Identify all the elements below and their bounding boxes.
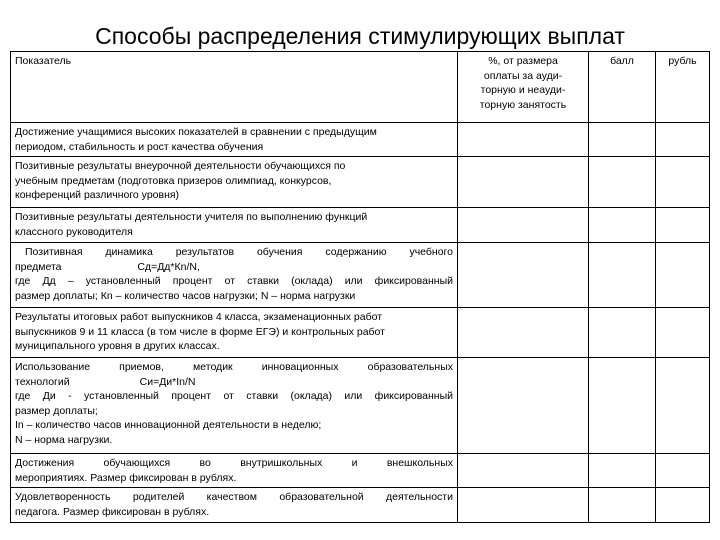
percent-cell[interactable] — [458, 308, 589, 358]
header-indicator — [11, 52, 458, 123]
points-cell[interactable] — [589, 308, 656, 358]
header-percent-line: торную занятость — [479, 98, 567, 111]
percent-cell[interactable] — [458, 208, 589, 243]
rubles-cell[interactable] — [656, 123, 710, 157]
indicator-cell — [11, 308, 458, 358]
indicator-cell — [11, 454, 458, 488]
table-row — [11, 157, 710, 208]
indicator-line: In – количество часов инновационной деятельности в неделю; — [15, 419, 322, 431]
table-row — [11, 208, 710, 243]
indicator-line: Удовлетворенность родителей качеством образовательной деятельности — [15, 491, 453, 503]
header-percent — [458, 52, 589, 123]
rubles-cell[interactable] — [656, 157, 710, 208]
indicator-line: где Дд – установленный процент от ставки (оклада) или фиксированный — [15, 275, 453, 287]
indicator-line: выпускников 9 и 11 класса (в том числе в форме ЕГЭ) и контрольных работ — [15, 325, 385, 338]
rubles-cell[interactable] — [656, 454, 710, 488]
indicator-line: классного руководителя — [15, 225, 133, 238]
table-header-row — [11, 52, 710, 123]
rubles-cell[interactable] — [656, 208, 710, 243]
rubles-cell[interactable] — [656, 358, 710, 454]
header-points — [589, 52, 656, 123]
indicator-line: Позитивная динамика результатов обучения содержанию учебного — [25, 246, 453, 258]
indicator-line: Позитивные результаты внеурочной деятельности обучающихся по — [15, 160, 346, 172]
indicator-cell — [11, 488, 458, 523]
percent-cell[interactable] — [458, 123, 589, 157]
indicator-cell — [11, 358, 458, 454]
table-row — [11, 454, 710, 488]
table-row — [11, 488, 710, 523]
percent-cell[interactable] — [458, 488, 589, 523]
points-cell[interactable] — [589, 157, 656, 208]
points-cell[interactable] — [589, 454, 656, 488]
indicator-line: размер доплаты; — [15, 404, 98, 417]
indicator-cell — [11, 208, 458, 243]
indicator-line: где Ди - установленный процент от ставки (оклада) или фиксированный — [15, 390, 453, 402]
indicator-cell — [11, 123, 458, 157]
indicator-line: Позитивные результаты деятельности учителя по выполнению функций — [15, 211, 368, 223]
table-row — [11, 243, 710, 308]
indicator-line: периодом, стабильность и рост качества обучения — [15, 140, 264, 153]
points-cell[interactable] — [589, 358, 656, 454]
table-row — [11, 308, 710, 358]
page-title: Способы распределения стимулирующих выплат — [95, 23, 625, 49]
table-row — [11, 358, 710, 454]
header-points-label: балл — [610, 55, 634, 67]
rubles-cell[interactable] — [656, 488, 710, 523]
indicator-formula: технологий Си=Ди*In/N — [15, 375, 196, 388]
indicator-line: конференций различного уровня) — [15, 189, 180, 201]
header-percent-line: оплаты за ауди- — [483, 69, 563, 82]
indicator-line: Результаты итоговых работ выпускников 4 класса, экзаменационных работ — [15, 311, 383, 323]
points-cell[interactable] — [589, 488, 656, 523]
indicator-line: Достижение учащимися высоких показателей в сравнении с предыдущим — [15, 126, 377, 138]
indicator-cell — [11, 157, 458, 208]
points-cell[interactable] — [589, 243, 656, 308]
indicator-cell — [11, 243, 458, 308]
indicator-line: муниципального уровня в других классах. — [15, 340, 220, 352]
percent-cell[interactable] — [458, 157, 589, 208]
percent-cell[interactable] — [458, 454, 589, 488]
header-percent-line: торную и неауди- — [480, 84, 566, 96]
indicator-line: мероприятиях. Размер фиксирован в рублях. — [15, 471, 237, 484]
indicator-line: педагога. Размер фиксирован в рублях. — [15, 505, 210, 518]
header-rubles — [656, 52, 710, 123]
indicator-formula: предмета Сд=Дд*Кn/N, — [15, 260, 200, 273]
indicator-line: Достижения обучающихся во внутришкольных и внешкольных — [15, 457, 453, 469]
rubles-cell[interactable] — [656, 308, 710, 358]
indicator-line: Использование приемов, методик инновационных образовательных — [15, 361, 453, 373]
percent-cell[interactable] — [458, 243, 589, 308]
percent-cell[interactable] — [458, 358, 589, 454]
header-rubles-label: рубль — [668, 55, 697, 67]
points-cell[interactable] — [589, 123, 656, 157]
table-row — [11, 123, 710, 157]
header-percent-line: %, от размера — [488, 55, 558, 67]
indicator-line: учебным предметам (подготовка призеров олимпиад, конкурсов, — [15, 174, 332, 187]
rubles-cell[interactable] — [656, 243, 710, 308]
payments-table — [10, 51, 710, 523]
indicator-line: размер доплаты; Кn – количество часов нагрузки; N – норма нагрузки — [15, 289, 356, 302]
header-indicator-label: Показатель — [15, 55, 72, 67]
indicator-line: N – норма нагрузки. — [15, 433, 113, 446]
points-cell[interactable] — [589, 208, 656, 243]
